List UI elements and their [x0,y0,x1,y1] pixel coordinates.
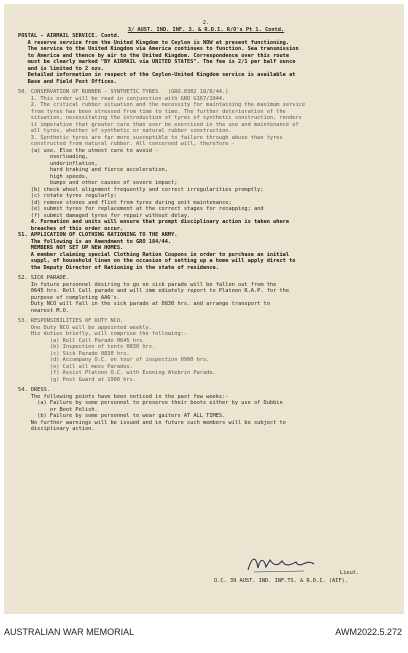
document-line: The service to the United Kingdom via America continues to function. Sea transmission [18,46,299,52]
document-line: (c) rotate tyres regularly; [18,193,117,199]
document-line: A member claiming special Clothing Ration Coupons in order to purchase an initial [18,251,290,258]
document-line: disciplinary action. [18,426,95,432]
document-line: (d) remove stones and flint from tyres during unit maintenance; [18,199,232,206]
document-lines [18,33,394,433]
document-heading: 3/ AUST. IND. INF. 3. & R.D.I. R/O's Pt 1. Contd. [127,26,285,33]
document-line: 4. Formation and units will ensure that prompt disciplinary action is taken where [18,219,290,225]
document-line: from tyres has been stressed from time to time. The further deterioration of the [18,108,286,115]
document-line: (a) Roll Call Parade 0645 hrs. [18,337,146,344]
document-line: (e) submit tyres for replacement at the correct stages for recapping; and [18,206,264,212]
document-line: 52. SICK PARADE. [18,275,70,281]
document-body [18,20,394,433]
document-line: underinflation, [18,160,98,167]
signature-rank: Lieut. [340,570,360,576]
document-line: suppl, of household linen on the occasion of setting up a home will apply direct to [18,258,296,264]
document-line: to America and thence by air to the United Kingdom. Correspondence over this route [18,52,290,59]
document-line: (b) Inspection of tents 0830 hrs. [18,344,156,350]
handwritten-signature [244,552,324,576]
document-line: The following points have been noticed in the past few weeks:- [18,393,229,400]
document-line: (b) check wheel alignment frequently and correct irregularities promptly; [18,186,264,193]
document-line: the Deputy Director of Rationing in the state of residence. [18,264,219,271]
archive-footer [0,617,408,653]
document-line: 0645 hrs. Roll Call parade and will imm ediately report to Platoon R.A.P. for the [18,288,290,294]
document-line: or Boot Polish. [18,406,98,413]
signature-unit: O.C. 39 AUST. IND. INF.TS. & R.D.I. (AIF). [214,578,348,584]
document-line: must be clearly marked "BY AIRMAIL via UNITED STATES". The fee is 2/1 per half ounce [18,59,296,65]
page-number: 2. [202,20,210,26]
document-line: (a) Failure by some personnel to preserve their boots either by use of Dubbin [18,400,283,406]
document-line: 53. RESPONSIBILITIES OF DUTY NCO. [18,318,124,324]
document-line: 1. This order will be read in conjunction with GRO G167/1944. [18,95,226,102]
document-line: (d) Accompany O.C. on tour of inspection 0900 hrs. [18,357,210,363]
document-line: and is limited to 2 ozs. [18,65,105,72]
document-line: (a) use. Else the utmost care to avoid - [18,147,159,154]
document-line: One Duty NCO will be appointed weekly. [18,324,152,331]
document-line: (b) Failure by some personnel to wear gaiters AT ALL TIMES. [18,413,226,419]
document-line: 50. CONSERVATION OF RUBBER - SYNTHETIC TYRES. (GRO.0302 18/8/44.) [18,89,229,95]
document-line: No further warnings will be issued and in future such members will be subject to [18,419,286,426]
document-line: POSTAL - AIRMAIL SERVICE. Contd. [18,33,121,39]
document-line: Duty NCO will fall in the sick parade at 0830 hrs. and arrange transport to [18,301,270,307]
document-line: it imperative that greater care than ever be exercised in the use and maintenance of [18,121,299,128]
document-line: (f) submit damaged tyres for repair without delay. [18,212,191,219]
document-line: 2. The critical rubber situation and the necessity for maintaining the maximum service [18,102,306,108]
document-line: situation, necessitating the introduction of tyres of synthetic construction, renders [18,115,302,121]
document-line: all tyres, whether of synthetic or natural rubber construction. [18,128,232,134]
document-line: His duties briefly, will comprise the following:- [18,331,188,337]
catalogue-id: AWM2022.5.272 [335,627,402,637]
document-line: The following is an Amendment to GRO 184/44. [18,238,172,245]
document-line: 3. Synthetic tyres are far more susceptible to failure through abuse than tyres [18,134,283,141]
document-line: Base and Field Post Offices. [18,78,117,85]
document-line: high speeds, [18,173,89,180]
document-line: constructed from natural rubber. All concerned will, therefore - [18,141,235,147]
document-line: Detailed information in respect of the Ceylon-United Kingdom service is available at [18,72,296,78]
document-line: bumps and other causes of severe impact; [18,180,178,186]
document-line: nearest M.O. [18,307,70,314]
document-line: (f) Assist Platoon O.C. with Evening Atebrin Parade. [18,370,216,376]
document-line: purpose of completing AA6's. [18,294,121,301]
document-line: (e) Call all mess Parades. [18,363,133,370]
document-line: MEMBERS NOT SET UP NEW HOMES. [18,245,124,251]
document-sheet [4,4,404,614]
document-line: In future personnel desiring to go on sick parade will be fallen out from the [18,281,277,288]
institution-name: AUSTRALIAN WAR MEMORIAL [4,627,135,637]
document-line: (c) Sick Parade 0830 hrs. [18,350,130,357]
document-line: 51. APPLICATION OF CLOTHING RATIONING TO THE ARMY. [18,232,178,238]
document-line: 54. DRESS. [18,387,50,393]
document-line: breaches of this order occur. [18,225,124,232]
document-line: hard braking and fierce acceleration, [18,167,168,173]
document-line: A reserve service from the United Kingdom to Ceylon is NOW at present functioning. [18,39,290,46]
document-line: (g) Post Guard at 1900 hrs. [18,376,136,383]
document-line: overloading, [18,154,89,160]
